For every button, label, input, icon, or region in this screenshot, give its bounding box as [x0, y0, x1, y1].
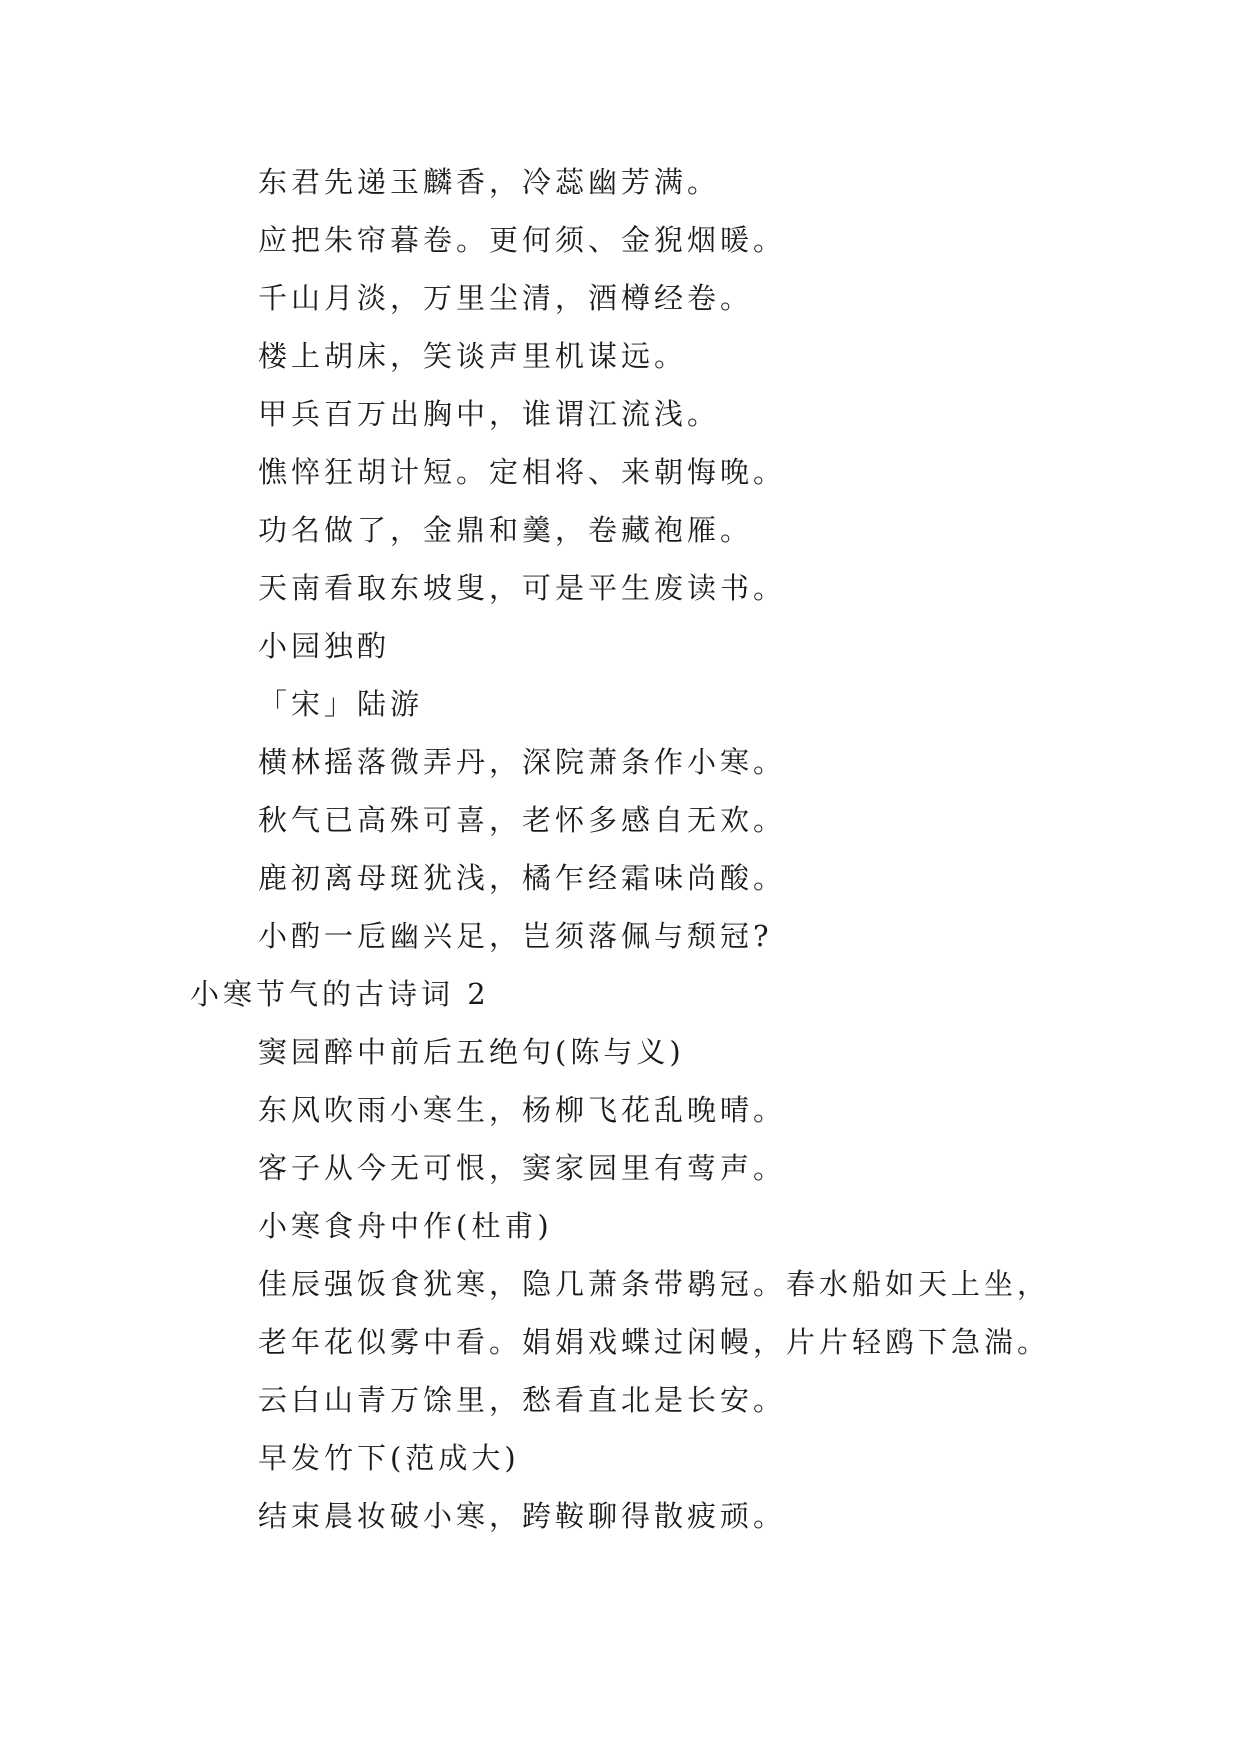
poem-line: 东君先递玉麟香，冷蕊幽芳满。: [258, 165, 721, 199]
poem-title: 小寒食舟中作(杜甫): [258, 1209, 553, 1243]
poem-line: 横林摇落微弄丹，深院萧条作小寒。: [258, 745, 787, 779]
poem-line: 鹿初离母斑犹浅，橘乍经霜味尚酸。: [258, 861, 787, 895]
poem-title: 窦园醉中前后五绝句(陈与义): [258, 1035, 685, 1069]
poem-line: 甲兵百万出胸中，谁谓江流浅。: [258, 397, 721, 431]
poem-line: 老年花似雾中看。娟娟戏蝶过闲幔，片片轻鸥下急湍。: [258, 1325, 1051, 1359]
poem-line: 云白山青万馀里，愁看直北是长安。: [258, 1383, 787, 1417]
poem-title: 早发竹下(范成大): [258, 1441, 520, 1475]
poem-line: 楼上胡床，笑谈声里机谋远。: [258, 339, 688, 373]
poem-line: 小酌一卮幽兴足，岂须落佩与颓冠?: [258, 919, 773, 953]
section-heading: 小寒节气的古诗词 2: [190, 977, 490, 1011]
poem-line: 千山月淡，万里尘清，酒樽经卷。: [258, 281, 754, 315]
poem-line: 憔悴狂胡计短。定相将、来朝悔晚。: [258, 455, 787, 489]
poem-line: 佳辰强饭食犹寒，隐几萧条带鹖冠。春水船如天上坐，: [258, 1267, 1051, 1301]
poem-line: 天南看取东坡叟，可是平生废读书。: [258, 571, 787, 605]
poem-author: 「宋」陆游: [258, 687, 424, 721]
poem-line: 客子从今无可恨，窦家园里有莺声。: [258, 1151, 787, 1185]
poem-line: 东风吹雨小寒生，杨柳飞花乱晚晴。: [258, 1093, 787, 1127]
poem-line: 功名做了，金鼎和羹，卷藏袍雁。: [258, 513, 754, 547]
poem-title: 小园独酌: [258, 629, 391, 663]
poem-line: 结束晨妆破小寒，跨鞍聊得散疲顽。: [258, 1499, 787, 1533]
poem-line: 应把朱帘暮卷。更何须、金猊烟暖。: [258, 223, 787, 257]
poem-line: 秋气已高殊可喜，老怀多感自无欢。: [258, 803, 787, 837]
